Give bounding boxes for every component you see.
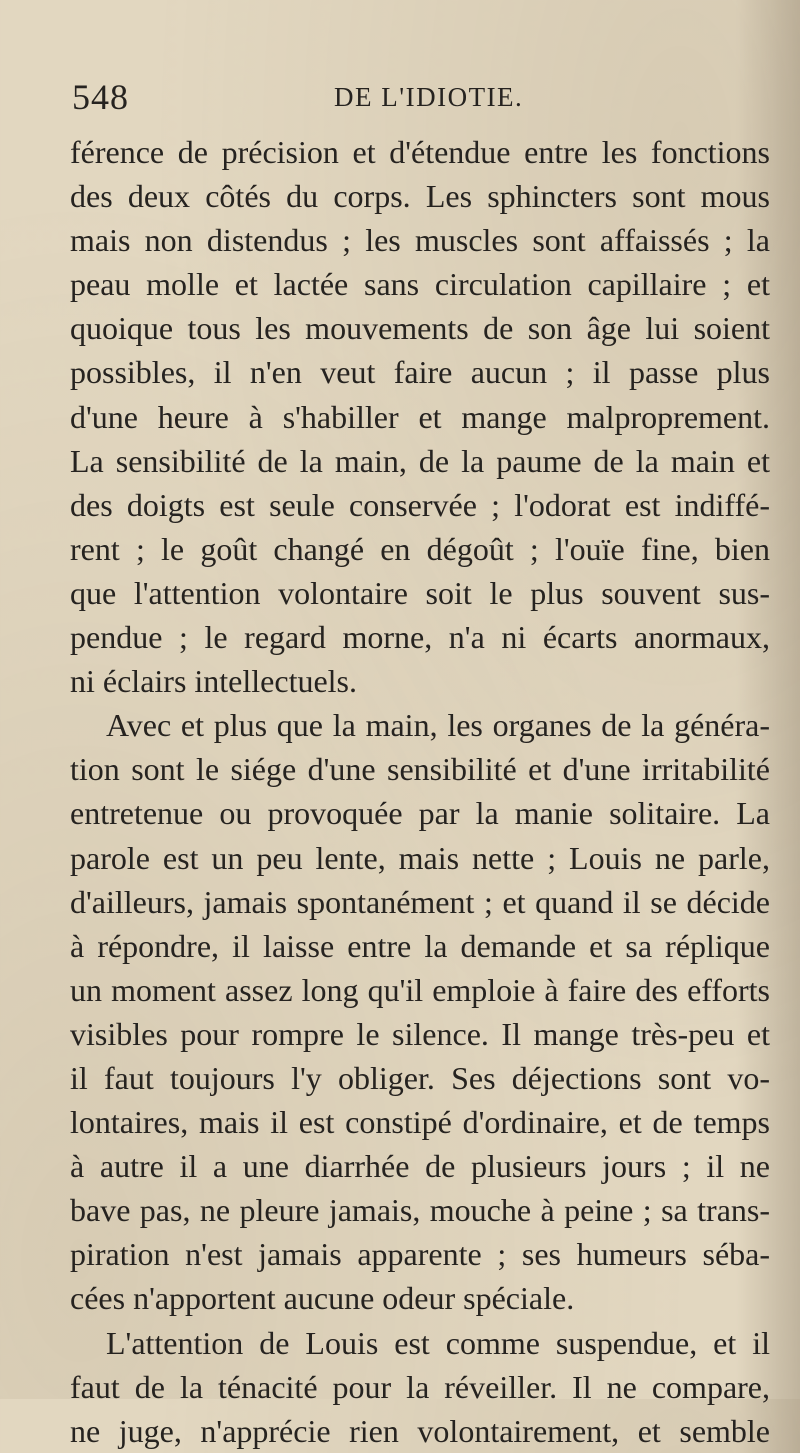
paragraph-end-line: cées n'apportent aucune odeur spéciale. — [70, 1280, 575, 1317]
text-line: entretenue ou provoquée par la manie solitaire. La — [70, 795, 770, 832]
text-line: visibles pour rompre le silence. Il mange très-peu et — [70, 1015, 770, 1052]
paragraph-start-line: Avec et plus que la main, les organes de la généra- — [106, 707, 770, 744]
text-line: possibles, il n'en veut faire aucun ; il passe plus — [70, 354, 770, 391]
text-line: bave pas, ne pleure jamais, mouche à peine ; sa trans- — [70, 1192, 770, 1229]
text-line: d'une heure à s'habiller et mange malproprement. — [70, 398, 770, 435]
text-line: il faut toujours l'y obliger. Ses déjections sont vo- — [70, 1059, 770, 1096]
paragraph-start-line: L'attention de Louis est comme suspendue, et il — [106, 1324, 770, 1361]
text-line: mais non distendus ; les muscles sont affaissés ; la — [70, 222, 770, 259]
page-number: 548 — [72, 77, 129, 117]
text-line: à autre il a une diarrhée de plusieurs jours ; il ne — [70, 1148, 770, 1185]
paragraph-end-line: ni éclairs intellectuels. — [70, 663, 357, 700]
text-line: lontaires, mais il est constipé d'ordinaire, et de temps — [70, 1104, 770, 1141]
running-title: DE L'IDIOTIE. — [334, 82, 524, 112]
text-line: quoique tous les mouvements de son âge lui soient — [70, 310, 770, 347]
text-line: faut de la ténacité pour la réveiller. Il ne compare, — [70, 1368, 770, 1405]
text-line: férence de précision et d'étendue entre les fonctions — [70, 134, 770, 170]
text-line: ne juge, n'apprécie rien volontairement, et semble — [70, 1412, 770, 1449]
text-line: un moment assez long qu'il emploie à faire des efforts — [70, 971, 770, 1008]
text-line: piration n'est jamais apparente ; ses humeurs séba- — [70, 1236, 770, 1273]
page-header — [72, 76, 772, 122]
text-line: des deux côtés du corps. Les sphincters sont mous — [70, 178, 770, 215]
text-line: des doigts est seule conservée ; l'odorat est indiffé- — [70, 486, 770, 523]
text-line: peau molle et lactée sans circulation capillaire ; et — [70, 266, 770, 303]
text-line: pendue ; le regard morne, n'a ni écarts anormaux, — [70, 619, 770, 656]
text-line: d'ailleurs, jamais spontanément ; et quand il se décide — [70, 883, 770, 920]
body-text — [70, 130, 770, 1453]
text-line: à répondre, il laisse entre la demande et sa réplique — [70, 927, 770, 964]
text-line: rent ; le goût changé en dégoût ; l'ouïe fine, bien — [70, 530, 770, 567]
text-line: parole est un peu lente, mais nette ; Louis ne parle, — [70, 839, 770, 876]
text-line: que l'attention volontaire soit le plus souvent sus- — [70, 574, 770, 611]
text-line: La sensibilité de la main, de la paume de la main et — [70, 442, 770, 479]
text-line: tion sont le siége d'une sensibilité et d'une irritabilité — [70, 751, 770, 788]
